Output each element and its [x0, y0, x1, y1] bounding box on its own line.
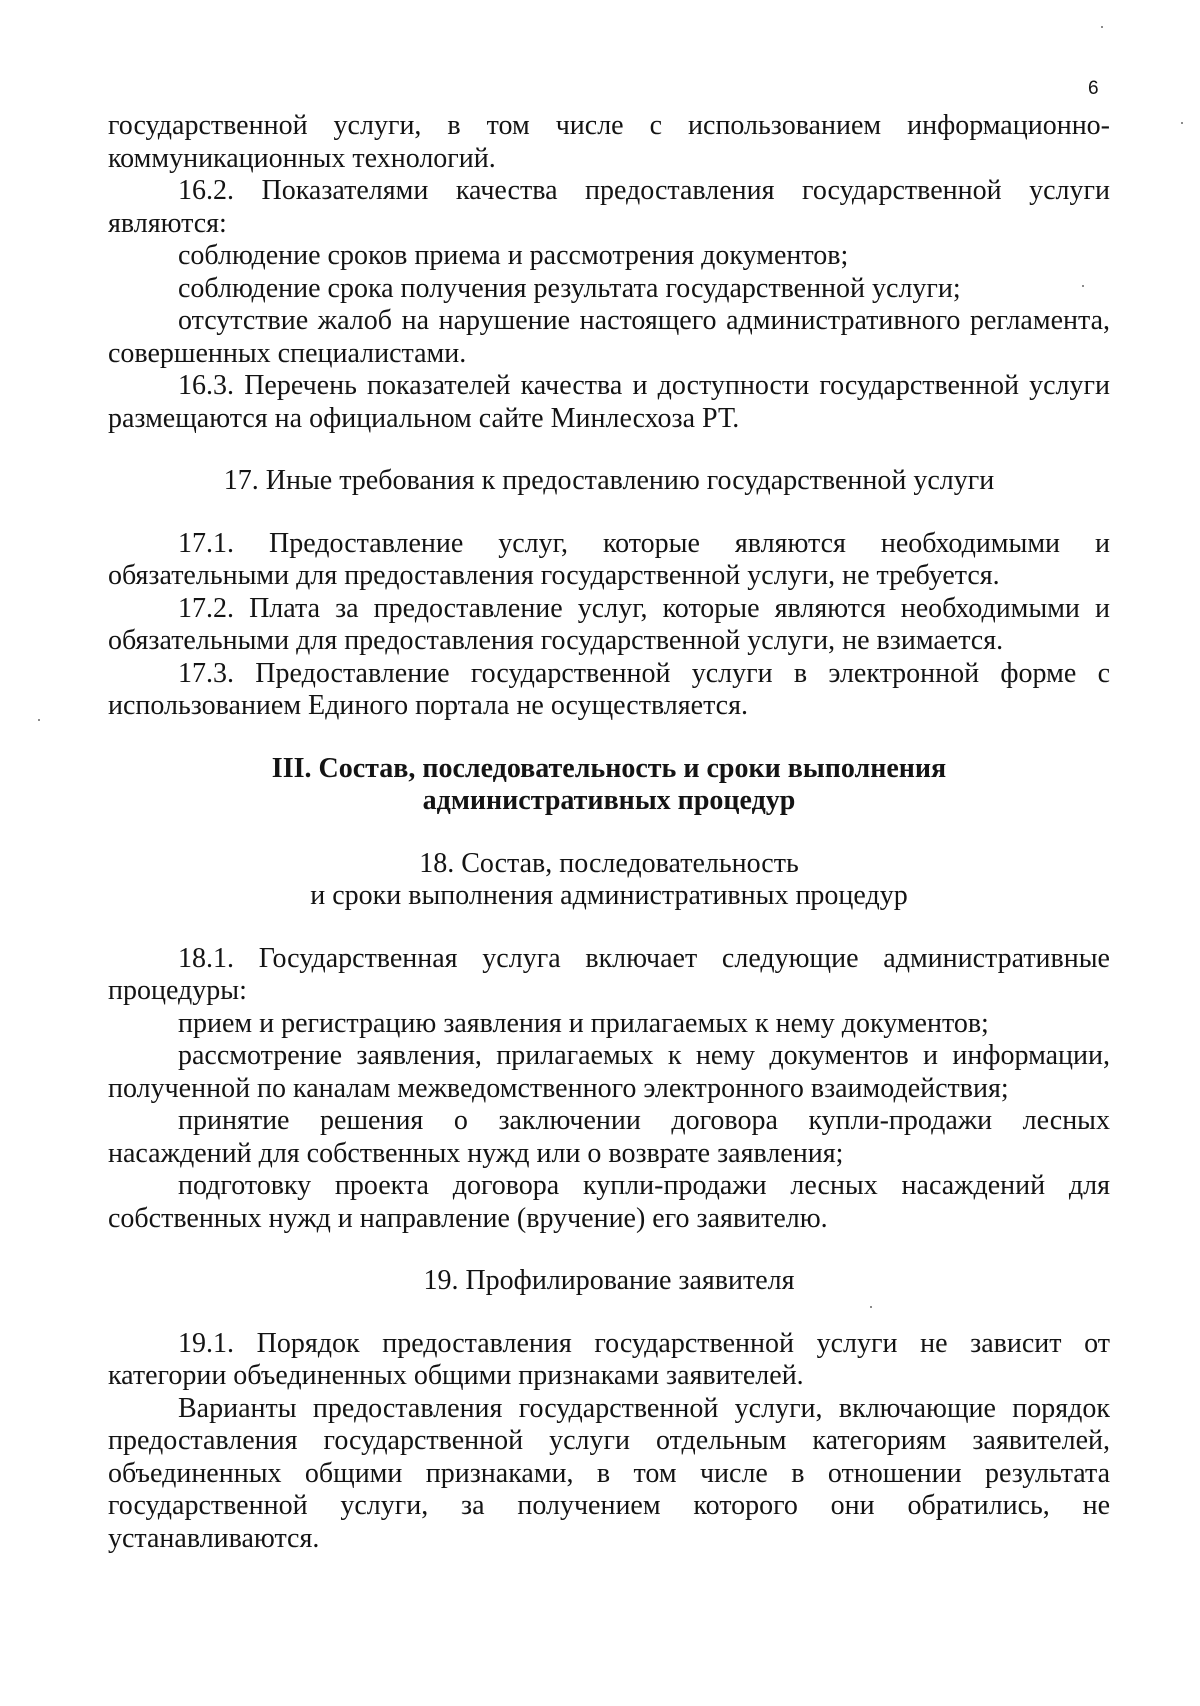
paragraph: 19.1. Порядок предоставления государственной услуги не зависит от категории объединенных общими признаками заявителей.	[108, 1327, 1110, 1391]
subsection-heading-line: 18. Состав, последовательность	[419, 847, 799, 879]
subsection-heading: 19. Профилирование заявителя	[423, 1265, 795, 1296]
list-item: соблюдение сроков приема и рассмотрения документов;	[178, 240, 849, 271]
list-item: отсутствие жалоб на нарушение настоящего административного регламента, совершенных специалистами.	[108, 305, 1110, 369]
list-item: принятие решения о заключении договора купли-продажи лесных насаждений для собственных нужд или о возврате заявления;	[108, 1105, 1110, 1169]
paragraph: 18.1. Государственная услуга включает следующие административные процедуры:	[108, 942, 1110, 1006]
document-body	[108, 110, 1110, 1555]
paragraph: 16.3. Перечень показателей качества и доступности государственной услуги размещаются на официальном сайте Минлесхоза РТ.	[108, 370, 1110, 434]
paragraph: 16.2. Показателями качества предоставления государственной услуги являются:	[108, 175, 1110, 239]
scan-speck	[38, 719, 40, 721]
scan-speck	[1101, 26, 1103, 28]
scan-speck	[1082, 285, 1084, 287]
list-item: прием и регистрацию заявления и прилагаемых к нему документов;	[178, 1007, 989, 1039]
scan-speck	[1181, 122, 1183, 124]
list-item: подготовку проекта договора купли-продажи лесных насаждений для собственных нужд и направление (вручение) его заявителю.	[108, 1170, 1110, 1234]
page-number: 6	[1088, 78, 1099, 99]
list-item: рассмотрение заявления, прилагаемых к нему документов и информации, полученной по каналам межведомственного электронного взаимодействия;	[108, 1040, 1110, 1104]
paragraph: государственной услуги, в том числе с использованием информационно-коммуникационных технологий.	[108, 110, 1110, 174]
subsection-heading-line: и сроки выполнения административных процедур	[310, 880, 908, 911]
section-heading-line: III. Состав, последовательность и сроки выполнения	[271, 752, 947, 784]
paragraph: 17.3. Предоставление государственной услуги в электронной форме с использованием Единого портала не осуществляется.	[108, 657, 1110, 721]
subsection-heading	[108, 848, 1110, 913]
list-item: соблюдение срока получения результата государственной услуги;	[178, 272, 961, 304]
subsection-heading: 17. Иные требования к предоставлению государственной услуги	[223, 465, 995, 496]
section-heading	[108, 753, 1110, 818]
paragraph: Варианты предоставления государственной услуги, включающие порядок предоставления государственной услуги отдельным категориям заявителей, объединенных общими признаками, в том числе в отношении результата государственной услуги, за получением которого они обратились, не устанавливаются.	[108, 1392, 1110, 1554]
paragraph: 17.1. Предоставление услуг, которые являются необходимыми и обязательными для предоставления государственной услуги, не требуется.	[108, 527, 1110, 591]
paragraph: 17.2. Плата за предоставление услуг, которые являются необходимыми и обязательными для предоставления государственной услуги, не взимается.	[108, 592, 1110, 656]
section-heading-line: административных процедур	[422, 785, 796, 816]
scan-speck	[870, 1306, 872, 1308]
